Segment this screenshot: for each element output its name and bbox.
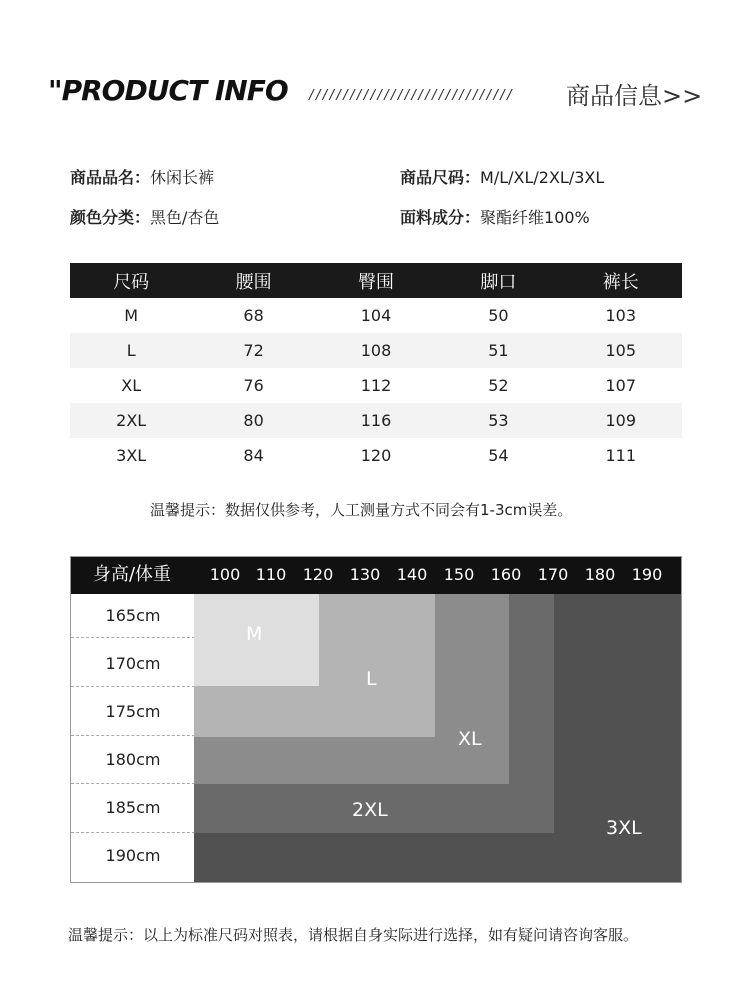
table-cell: 68 [243,306,264,325]
product-fabric-row [400,205,590,228]
product-fabric-label: 面料成分： [400,208,481,227]
size-table-header-cell: 脚口 [437,263,559,298]
product-size-row [400,165,604,188]
zone-label-3xl: 3XL [606,817,642,839]
product-fabric-value: 聚酯纤维100% [480,208,590,227]
height-column [70,594,194,883]
height-label: 190cm [105,846,161,865]
size-table-header-cell: 尺码 [70,263,192,298]
zone-label-l: L [366,668,377,690]
product-name-row [70,165,214,188]
table-cell: 53 [437,403,559,438]
table-cell: 3XL [116,446,147,465]
chart-corner-label: 身高/体重 [92,564,172,585]
product-name-value: 休闲长裤 [150,168,215,187]
table-cell: 72 [192,333,314,368]
table-cell: 51 [437,333,559,368]
header-divider: ////////////////////////////// [308,88,513,103]
weight-label: 150 [443,565,475,584]
table-cell: 80 [192,403,314,438]
size-chart-note: 温馨提示：以上为标准尺码对照表，请根据自身实际进行选择，如有疑问请咨询客服。 [68,926,639,944]
product-color-row [70,205,219,228]
table-cell: 76 [243,376,264,395]
height-divider [71,686,195,687]
table-cell: 112 [360,376,392,395]
table-cell: 105 [560,333,682,368]
weight-label: 180 [584,565,616,584]
weight-label: 170 [537,565,569,584]
weight-label: 110 [255,565,287,584]
product-color-value: 黑色/杏色 [150,208,220,227]
size-recommendation-chart [70,556,682,883]
height-label: 180cm [105,750,161,769]
height-divider [71,637,195,638]
table-cell: 109 [560,403,682,438]
weight-label: 160 [490,565,522,584]
size-table [70,263,682,473]
header-title-cn: 商品信息>> [566,82,703,110]
table-cell: 103 [605,306,637,325]
height-divider [71,783,195,784]
table-cell: 50 [488,306,509,325]
size-table-header-cell: 腰围 [192,263,314,298]
table-cell: M [124,306,139,325]
table-row [70,438,682,473]
header-title-en: "PRODUCT INFO [48,74,288,107]
height-label: 165cm [105,606,161,625]
table-cell: 84 [243,446,264,465]
size-table-header-cell: 臀围 [315,263,437,298]
weight-label: 190 [631,565,663,584]
table-cell: 120 [360,446,392,465]
zone-label-xl: XL [458,728,482,750]
weight-label: 140 [396,565,428,584]
measurement-note: 温馨提示：数据仅供参考，人工测量方式不同会有1-3cm误差。 [150,501,573,519]
product-size-value: M/L/XL/2XL/3XL [480,168,605,187]
table-cell: 111 [605,446,637,465]
height-label: 185cm [105,798,161,817]
table-row [70,368,682,403]
product-color-label: 颜色分类： [70,208,151,227]
weight-label: 130 [349,565,381,584]
size-table-header-cell: 裤长 [560,263,682,298]
table-cell: 116 [315,403,437,438]
table-cell: 2XL [70,403,192,438]
table-row [70,298,682,333]
zone-label-2xl: 2XL [352,799,388,821]
zone-label-m: M [246,623,263,645]
table-row [70,403,682,438]
chart-header [70,556,682,594]
table-cell: 108 [315,333,437,368]
table-cell: L [70,333,192,368]
height-divider [71,832,195,833]
height-label: 175cm [105,702,161,721]
table-cell: 52 [488,376,509,395]
product-name-label: 商品品名： [70,168,151,187]
table-cell: 104 [360,306,392,325]
height-divider [71,735,195,736]
table-cell: XL [121,376,142,395]
table-row [70,333,682,368]
table-cell: 107 [605,376,637,395]
height-label: 170cm [105,654,161,673]
weight-label: 100 [209,565,241,584]
product-size-label: 商品尺码： [400,168,481,187]
table-cell: 54 [488,446,509,465]
weight-label: 120 [302,565,334,584]
size-table-header [70,263,682,298]
